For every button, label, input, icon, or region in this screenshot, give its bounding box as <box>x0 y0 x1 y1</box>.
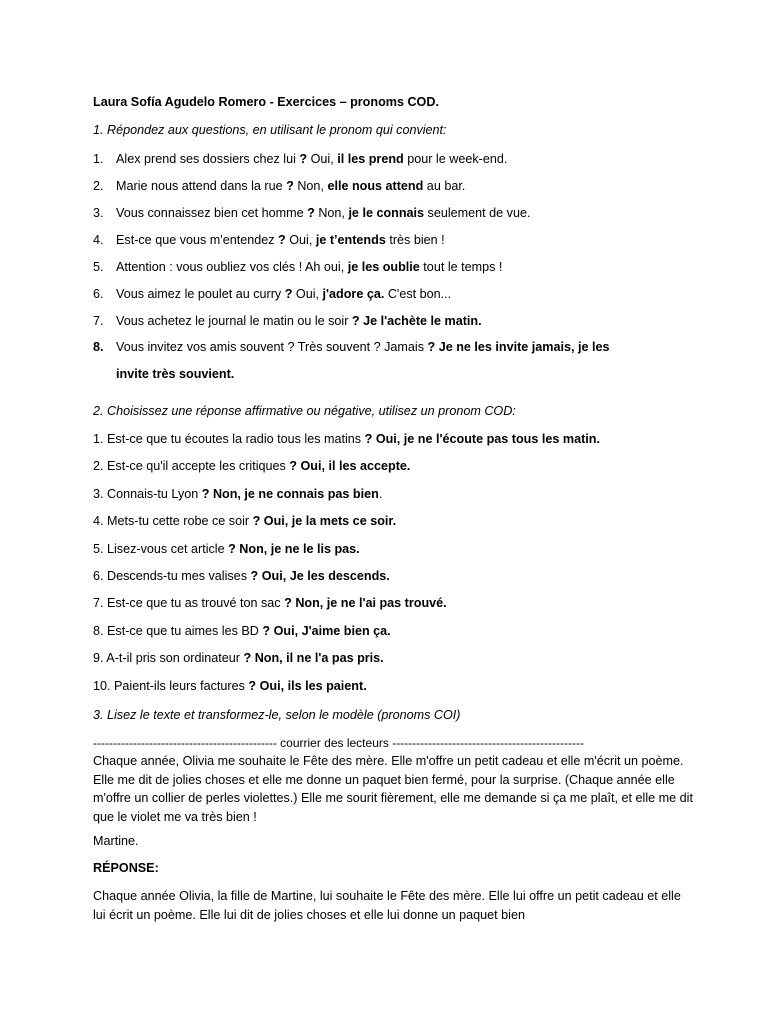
question-text: 9. A-t-il pris son ordinateur <box>93 651 240 665</box>
section2-heading: 2. Choisissez une réponse affirmative ou négative, utilisez un pronom COD: <box>93 404 516 418</box>
question-mark: ? <box>424 340 439 354</box>
item-number: 6. <box>93 287 104 301</box>
item-number: 3. <box>93 206 104 220</box>
question-mark: ? <box>198 487 213 501</box>
question-text: Vous connaissez bien cet homme <box>116 206 304 220</box>
answer-text: j'adore ça. <box>322 287 385 301</box>
section1-item-7 <box>93 313 482 329</box>
answer-tail: . <box>378 487 383 501</box>
question-text: 1. Est-ce que tu écoutes la radio tous les matins <box>93 432 362 446</box>
question-mark: ? <box>348 314 364 328</box>
answer-text: Je l'achète le matin. <box>363 314 482 328</box>
section2-item-1 <box>93 431 600 447</box>
response-label: RÉPONSE: <box>93 861 159 875</box>
question-mark: ? <box>303 206 319 220</box>
question-text: 5. Lisez-vous cet article <box>93 542 225 556</box>
answer-tail: pour le week-end. <box>403 152 508 166</box>
question-mark: ? <box>295 152 311 166</box>
question-mark: ? <box>274 233 290 247</box>
question-text: Est-ce que vous m'entendez <box>116 233 275 247</box>
question-text: Vous invitez vos amis souvent ? Très souvent ? Jamais <box>116 340 424 354</box>
question-text: 8. Est-ce que tu aimes les BD <box>93 624 259 638</box>
item-number: 1. <box>93 152 104 166</box>
answer-text: je t’entends <box>315 233 386 247</box>
answer-text: Oui, il les accepte. <box>300 459 411 473</box>
question-mark: ? <box>240 651 255 665</box>
section3-heading: 3. Lisez le texte et transformez-le, selon le modèle (pronoms COI) <box>93 708 461 722</box>
question-text: Attention : vous oubliez vos clés ! Ah oui, <box>116 260 345 274</box>
section1-item-8-continued <box>116 366 234 382</box>
question-text: 4. Mets-tu cette robe ce soir <box>93 514 250 528</box>
answer-text: Non, il ne l'a pas pris. <box>254 651 384 665</box>
section1-item-3 <box>93 205 530 221</box>
answer-text: Non, je ne le lis pas. <box>239 542 360 556</box>
question-mark: ? <box>249 514 264 528</box>
question-mark: ? <box>247 569 262 583</box>
item-number: 2. <box>93 179 104 193</box>
answer-text: Non, je ne l'ai pas trouvé. <box>295 596 447 610</box>
section1-heading: 1. Répondez aux questions, en utilisant le pronom qui convient: <box>93 123 447 137</box>
question-mark: ? <box>224 542 240 556</box>
answer-lead: Non, <box>318 206 349 220</box>
answer-text: elle nous attend <box>327 179 424 193</box>
courrier-divider: ---------------------------------------------- courrier des lecteurs ------------------------------------------------ <box>93 736 585 750</box>
section2-item-10 <box>93 678 367 694</box>
answer-text: Oui, ils les paient. <box>259 679 367 693</box>
section2-item-3 <box>93 486 382 502</box>
answer-text: je les oublie <box>347 260 420 274</box>
answer-tail: au bar. <box>423 179 466 193</box>
question-text: Vous aimez le poulet au curry <box>116 287 282 301</box>
section1-item-8 <box>93 339 610 355</box>
response-paragraph: Chaque année Olivia, la fille de Martine, lui souhaite le Fête des mère. Elle lui offre un petit cadeau et elle lui écrit un poème. Elle lui dit de jolies choses et elle lui donne un paquet bien <box>93 889 681 922</box>
question-text: 7. Est-ce que tu as trouvé ton sac <box>93 596 281 610</box>
section2-item-9 <box>93 650 384 666</box>
item-number: 4. <box>93 233 104 247</box>
item-number: 8. <box>93 340 104 354</box>
letter-signature: Martine. <box>93 834 139 848</box>
letter-paragraph: Chaque année, Olivia me souhaite le Fête des mère. Elle m'offre un petit cadeau et elle m'écrit un poème. Elle me dit de jolies choses et elle me donne un paquet bien fermé, pour la surprise. (Chaque année elle m'offre un collier de perles violettes.) Elle me sourit fièrement, elle me demande si ça me plaît, et elle me dit que le violet me va très bien ! <box>93 754 693 824</box>
answer-lead: Oui, <box>310 152 338 166</box>
section1-item-5 <box>93 259 502 275</box>
question-mark: ? <box>361 432 376 446</box>
answer-lead: Oui, <box>289 233 316 247</box>
answer-tail: C'est bon... <box>384 287 452 301</box>
question-mark: ? <box>282 179 298 193</box>
question-text: 10. Paient-ils leurs factures <box>93 679 245 693</box>
section2-item-6 <box>93 568 390 584</box>
answer-text: je le connais <box>348 206 425 220</box>
question-text: 6. Descends-tu mes valises <box>93 569 247 583</box>
answer-lead: Oui, <box>295 287 323 301</box>
answer-tail: seulement de vue. <box>424 206 531 220</box>
answer-text: il les prend <box>337 152 404 166</box>
item-number: 7. <box>93 314 104 328</box>
answer-text: Oui, je ne l'écoute pas tous les matin. <box>375 432 600 446</box>
answer-text: invite très souvient. <box>116 367 235 381</box>
question-text: Alex prend ses dossiers chez lui <box>116 152 296 166</box>
question-mark: ? <box>244 679 260 693</box>
question-text: Vous achetez le journal le matin ou le soir <box>116 314 349 328</box>
question-text: Marie nous attend dans la rue <box>116 179 283 193</box>
answer-text: Oui, je la mets ce soir. <box>263 514 397 528</box>
section1-item-1 <box>93 151 507 167</box>
answer-text: Non, je ne connais pas bien <box>212 487 379 501</box>
section1-item-6 <box>93 286 451 302</box>
answer-tail: très bien ! <box>385 233 445 247</box>
section2-item-7 <box>93 595 447 611</box>
section2-item-4 <box>93 513 396 529</box>
document-title: Laura Sofía Agudelo Romero - Exercices – pronoms COD. <box>93 95 439 109</box>
answer-lead: Non, <box>297 179 328 193</box>
answer-text: Oui, J'aime bien ça. <box>273 624 391 638</box>
section1-item-2 <box>93 178 465 194</box>
section1-item-4 <box>93 232 445 248</box>
question-mark: ? <box>280 596 296 610</box>
answer-tail: tout le temps ! <box>419 260 503 274</box>
question-mark: ? <box>285 459 301 473</box>
question-mark: ? <box>281 287 296 301</box>
section2-item-5 <box>93 541 360 557</box>
question-mark: ? <box>258 624 274 638</box>
item-number: 5. <box>93 260 104 274</box>
section2-item-8 <box>93 623 391 639</box>
section2-item-2 <box>93 458 410 474</box>
answer-text: Oui, Je les descends. <box>261 569 390 583</box>
question-text: 3. Connais-tu Lyon <box>93 487 199 501</box>
question-text: 2. Est-ce qu'il accepte les critiques <box>93 459 286 473</box>
answer-text: Je ne les invite jamais, je les <box>438 340 610 354</box>
